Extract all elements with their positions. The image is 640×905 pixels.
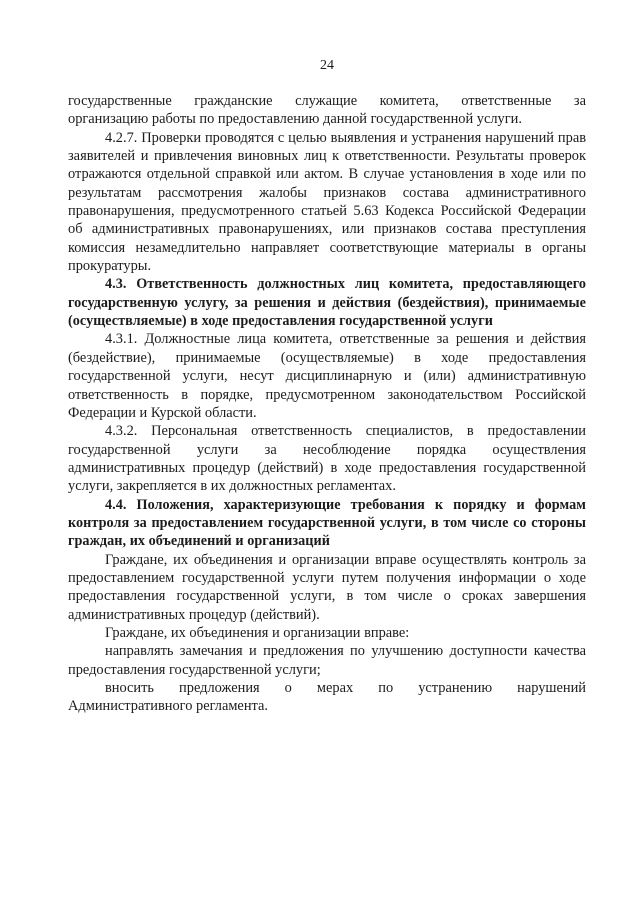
paragraph-continuation-line-2: организацию работы по предоставлению данной государственной услуги. xyxy=(68,111,522,128)
paragraph-4-2-7: 4.2.7. Проверки проводятся с целью выявления и устранения нарушений прав заявителей и привлечения виновных лиц к ответственности. Результаты проверок отражаются отдельной справкой или актом. В случае установления в ходе или по результатам рассмотрения жалобы признаков состава административного правонарушения, предусмотренного статьей 5.63 Кодекса Российской Федерации об административных правонарушениях, или признаков состава преступления комиссия незамедлительно направляет соответствующие материалы в органы прокуратуры. xyxy=(68,129,586,275)
document-body xyxy=(68,92,586,716)
list-item-send-remarks: направлять замечания и предложения по улучшению доступности качества предоставления государственной услуги; xyxy=(68,643,586,678)
page-number: 24 xyxy=(320,58,334,73)
section-heading-4-4: 4.4. Положения, характеризующие требования к порядку и формам контроля за предоставлением государственной услуги, в том числе со стороны граждан, их объединений и организаций xyxy=(68,496,586,550)
list-item-submit-proposals-line-2: Административного регламента. xyxy=(68,698,268,715)
paragraph-4-4-control: Граждане, их объединения и организации вправе осуществлять контроль за предоставлением государственной услуги путем получения информации о ходе предоставления государственной услуги, в том числе о сроках завершения административных процедур (действий). xyxy=(68,551,586,623)
list-item-submit-proposals-line-1: вносить предложения о мерах по устранению нарушений xyxy=(105,680,586,696)
paragraph-4-3-2: 4.3.2. Персональная ответственность специалистов, в предоставлении государственной услуги за несоблюдение порядка осуществления административных процедур (действий) в ходе предоставления государственной услуги, закрепляется в их должностных регламентах. xyxy=(68,423,586,495)
paragraph-continuation-line-1: государственные гражданские служащие комитета, ответственные за xyxy=(68,93,586,109)
section-heading-4-3: 4.3. Ответственность должностных лиц комитета, предоставляющего государственную услугу, за решения и действия (бездействия), принимаемые (осуществляемые) в ходе предоставления государственной услуги xyxy=(68,276,586,330)
paragraph-4-3-1: 4.3.1. Должностные лица комитета, ответственные за решения и действия (бездействие), принимаемые (осуществляемые) в ходе предоставления государственной услуги, несут дисциплинарную и (или) административную ответственность в порядке, предусмотренном законодательством Российской Федерации и Курской области. xyxy=(68,331,586,421)
paragraph-4-4-rights: Граждане, их объединения и организации вправе: xyxy=(105,624,410,641)
